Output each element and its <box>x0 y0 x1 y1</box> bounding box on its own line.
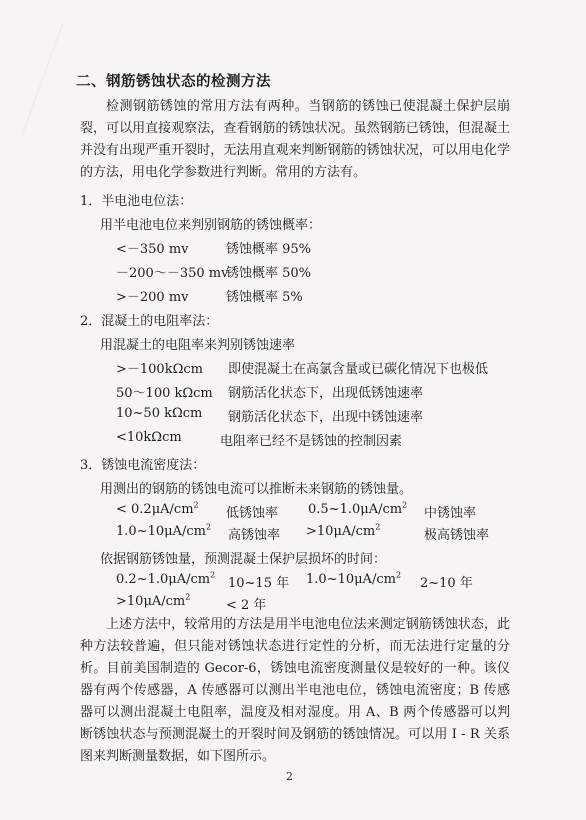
s3-r3-b: $1.0\sim 10\mu A/cm^2$ <box>306 570 402 587</box>
s2-row1-desc: 即使混凝土在高氯含量或已碳化情况下也极低 <box>228 362 489 377</box>
s2-title: 2．混凝土的电阻率法： <box>80 314 219 329</box>
s3-r3-a-desc: 10~15 年 <box>228 576 290 591</box>
s3-lead2: 依据钢筋锈蚀量，预测混凝土保护层损坏的时间： <box>100 552 387 567</box>
s2-row4-range: <10kΩcm <box>116 430 182 445</box>
section-heading: 二、钢筋锈蚀状态的检测方法 <box>76 74 271 90</box>
s2-row3-range: 10~50 kΩcm <box>116 406 203 421</box>
s3-r2-a-desc: 高锈蚀率 <box>228 528 281 543</box>
s1-row3-range: >－200 mv <box>116 290 189 305</box>
s2-lead: 用混凝土的电阻率来判别锈蚀速率 <box>100 338 296 353</box>
s3-r4-a-desc: < 2 年 <box>226 598 267 613</box>
s1-row2-desc: 锈蚀概率 50% <box>226 266 312 281</box>
s3-r2-b: $>10\mu A/cm^2$ <box>306 522 381 539</box>
s2-row2-range: 50～100 kΩcm <box>116 386 213 401</box>
summary-paragraph: 上述方法中，较常用的方法是用半电池电位法来测定钢筋锈蚀状态，此种方法较普遍，但只能对锈蚀状态进行定性的分析，而无法进行定量的分析。目前美国制造的 Gecor-6，锈蚀电流密度测量仪是较好的一种。该仪器有两个传感器，A 传感器可以测出半电池电位，锈蚀电流密度；B 传感器可以测出混凝土电阻率，温度及相对湿度。用 A、B 两个传感器可以判断锈蚀状态与预测混凝土的开裂时间及钢筋的锈蚀情况。可以用 I - R 关系图来判断测量数据，如下图所示。 <box>80 617 510 764</box>
intro-paragraph: 检测钢筋锈蚀的常用方法有两种。当钢筋的锈蚀已使混凝土保护层崩裂，可以用直接观察法，查看钢筋的锈蚀状况。虽然钢筋已锈蚀，但混凝土并没有出现严重开裂时，无法用直观来判断钢筋的锈蚀状况，可以用电化学的方法，用电化学参数进行判断。常用的方法有。 <box>80 99 510 180</box>
s1-title: 1．半电池电位法： <box>80 194 193 209</box>
s2-row2-desc: 钢筋活化状态下，出现低锈蚀速率 <box>228 386 424 401</box>
s3-r1-a-desc: 低锈蚀率 <box>226 506 279 521</box>
s1-row1-range: <－350 mv <box>116 242 189 257</box>
s1-row2-range: －200～－350 mv <box>116 266 229 281</box>
s3-r4-a: $>10\mu A/cm^2$ <box>116 592 191 609</box>
s3-title: 3．锈蚀电流密度法： <box>80 458 206 473</box>
s3-r2-a: $1.0\sim 10\mu A/cm^2$ <box>116 522 212 539</box>
page-number: 2 <box>286 770 293 783</box>
s3-lead: 用测出的钢筋的锈蚀电流可以推断未来钢筋的锈蚀量。 <box>100 482 413 497</box>
s1-row3-desc: 锈蚀概率 5% <box>226 290 303 305</box>
s3-r1-b: $0.5\sim 1.0\mu A/cm^2$ <box>308 500 408 517</box>
s3-r1-b-desc: 中锈蚀率 <box>424 506 477 521</box>
s2-row3-desc: 钢筋活化状态下，出现中锈蚀速率 <box>228 410 424 425</box>
s2-row1-range: >－100kΩcm <box>116 362 203 377</box>
s3-r2-b-desc: 极高锈蚀率 <box>424 528 490 543</box>
s1-row1-desc: 锈蚀概率 95% <box>226 242 312 257</box>
s2-row4-desc: 电阻率已经不是锈蚀的控制因素 <box>220 434 403 449</box>
s3-r3-b-desc: 2~10 年 <box>420 576 473 591</box>
s3-r1-a: < $0.2\mu A/cm^2$ <box>116 500 199 517</box>
s1-lead: 用半电池电位来判别钢筋的锈蚀概率： <box>100 218 322 233</box>
s3-r3-a: $0.2\sim 1.0\mu A/cm^2$ <box>116 570 216 587</box>
